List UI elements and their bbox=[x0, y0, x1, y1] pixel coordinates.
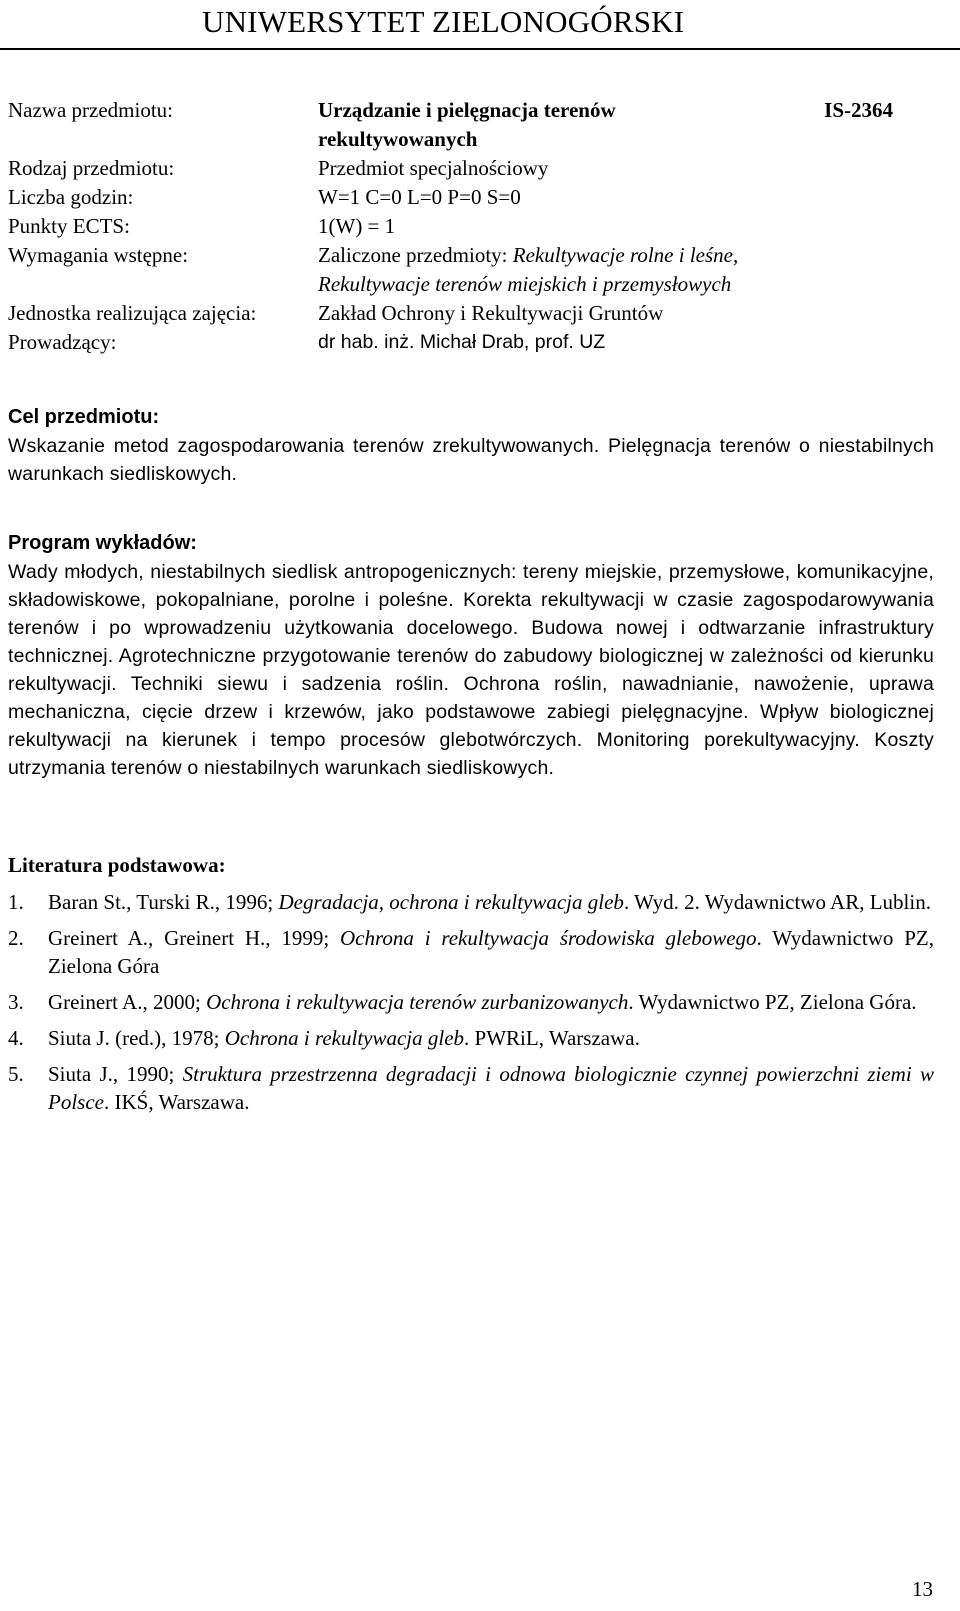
lectures-title: Program wykładów: bbox=[8, 532, 197, 554]
literature-item-publisher: . Wyd. 2. Wydawnictwo AR, Lublin. bbox=[623, 890, 931, 914]
literature-item bbox=[8, 924, 934, 980]
goal-title: Cel przedmiotu: bbox=[8, 406, 160, 428]
unit-label: Jednostka realizująca zajęcia: bbox=[8, 301, 257, 325]
literature-section bbox=[8, 850, 934, 1124]
hours-label: Liczba godzin: bbox=[8, 185, 134, 209]
literature-item-authors: Greinert A., Greinert H., 1999; bbox=[48, 926, 340, 950]
university-title: UNIWERSYTET ZIELONOGÓRSKI bbox=[0, 0, 960, 50]
literature-item bbox=[8, 888, 934, 916]
literature-item-publisher: . PWRiL, Warszawa. bbox=[464, 1026, 640, 1050]
unit-value: Zakład Ochrony i Rekultywacji Gruntów bbox=[318, 301, 664, 325]
literature-item-title: Ochrona i rekultywacja terenów zurbanizowanych bbox=[206, 990, 629, 1014]
course-name-label: Nazwa przedmiotu: bbox=[8, 98, 174, 122]
prerequisites-label: Wymagania wstępne: bbox=[8, 243, 189, 267]
literature-item-title: Degradacja, ochrona i rekultywacja gleb bbox=[278, 890, 624, 914]
ects-row bbox=[8, 212, 938, 241]
ects-label: Punkty ECTS: bbox=[8, 214, 130, 238]
lecturer-row bbox=[8, 328, 938, 357]
page-number: 13 bbox=[912, 1577, 933, 1601]
literature-item-title: Struktura przestrzenna degradacji i odnowa biologicznie czynnej powierzchni ziemi w Polsce bbox=[48, 1062, 934, 1114]
course-info bbox=[8, 96, 938, 357]
goal-section bbox=[8, 402, 934, 488]
course-code: IS-2364 bbox=[824, 98, 893, 122]
prerequisites-value bbox=[318, 241, 818, 299]
literature-item-number: 2. bbox=[8, 926, 24, 950]
prerequisites-prefix: Zaliczone przedmioty: bbox=[318, 243, 513, 267]
lectures-text: Wady młodych, niestabilnych siedlisk antropogenicznych: tereny miejskie, przemysłowe, komunikacyjne, składowiskowe, pokopalniane, porolne i poleśne. Korekta rekultywacji w czasie zagospodarowywania terenów i po wprowadzeniu użytkowania docelowego. Budowa nowej i odtwarzanie infrastruktury technicznej. Agrotechniczne przygotowanie terenów do zabudowy biologicznej w zależności od kierunku rekultywacji. Techniki siewu i sadzenia roślin. Ochrona roślin, nawadnianie, nawożenie, uprawa mechaniczna, cięcie drzew i krzewów, jako podstawowe zabiegi pielęgnacyjne. Wpływ biologicznej rekultywacji na kierunek i tempo procesów glebotwórczych. Monitoring porekultywacyjny. Koszty utrzymania terenów o niestabilnych warunkach siedliskowych. bbox=[8, 561, 934, 779]
literature-item bbox=[8, 988, 934, 1016]
goal-text: Wskazanie metod zagospodarowania terenów zrekultywowanych. Pielęgnacja terenów o niestabilnych warunkach siedliskowych. bbox=[8, 435, 934, 485]
literature-item-title: Ochrona i rekultywacja gleb bbox=[224, 1026, 465, 1050]
course-name-row bbox=[8, 96, 938, 154]
literature-item-number: 4. bbox=[8, 1026, 24, 1050]
literature-item-number: 5. bbox=[8, 1062, 24, 1086]
unit-row bbox=[8, 299, 938, 328]
course-type-label: Rodzaj przedmiotu: bbox=[8, 156, 175, 180]
literature-item-publisher: . Wydawnictwo PZ, Zielona Góra. bbox=[628, 990, 917, 1014]
hours-row bbox=[8, 183, 938, 212]
lecturer-label: Prowadzący: bbox=[8, 330, 117, 354]
course-type-value: Przedmiot specjalnościowy bbox=[318, 156, 549, 180]
literature-list bbox=[8, 888, 934, 1116]
literature-item-publisher: . Wydawnictwo PZ, Zielona Góra bbox=[48, 926, 934, 978]
course-name-value: Urządzanie i pielęgnacja terenów rekultywowanych bbox=[318, 98, 616, 151]
literature-item-authors: Baran St., Turski R., 1996; bbox=[48, 890, 279, 914]
course-type-row bbox=[8, 154, 938, 183]
literature-item bbox=[8, 1060, 934, 1116]
prerequisites-courses: Rekultywacje rolne i leśne, Rekultywacje terenów miejskich i przemysłowych bbox=[318, 243, 739, 296]
literature-item bbox=[8, 1024, 934, 1052]
hours-value: W=1 C=0 L=0 P=0 S=0 bbox=[318, 185, 521, 209]
literature-item-number: 3. bbox=[8, 990, 24, 1014]
literature-item-authors: Siuta J. (red.), 1978; bbox=[48, 1026, 225, 1050]
ects-value: 1(W) = 1 bbox=[318, 214, 396, 238]
lectures-section bbox=[8, 528, 934, 782]
literature-item-authors: Siuta J., 1990; bbox=[48, 1062, 183, 1086]
lecturer-value: dr hab. inż. Michał Drab, prof. UZ bbox=[318, 331, 606, 353]
literature-title: Literatura podstawowa: bbox=[8, 853, 226, 877]
literature-item-authors: Greinert A., 2000; bbox=[48, 990, 207, 1014]
literature-item-title: Ochrona i rekultywacja środowiska glebowego bbox=[340, 926, 757, 950]
literature-item-publisher: . IKŚ, Warszawa. bbox=[103, 1090, 250, 1114]
prerequisites-row bbox=[8, 241, 938, 299]
literature-item-number: 1. bbox=[8, 890, 24, 914]
